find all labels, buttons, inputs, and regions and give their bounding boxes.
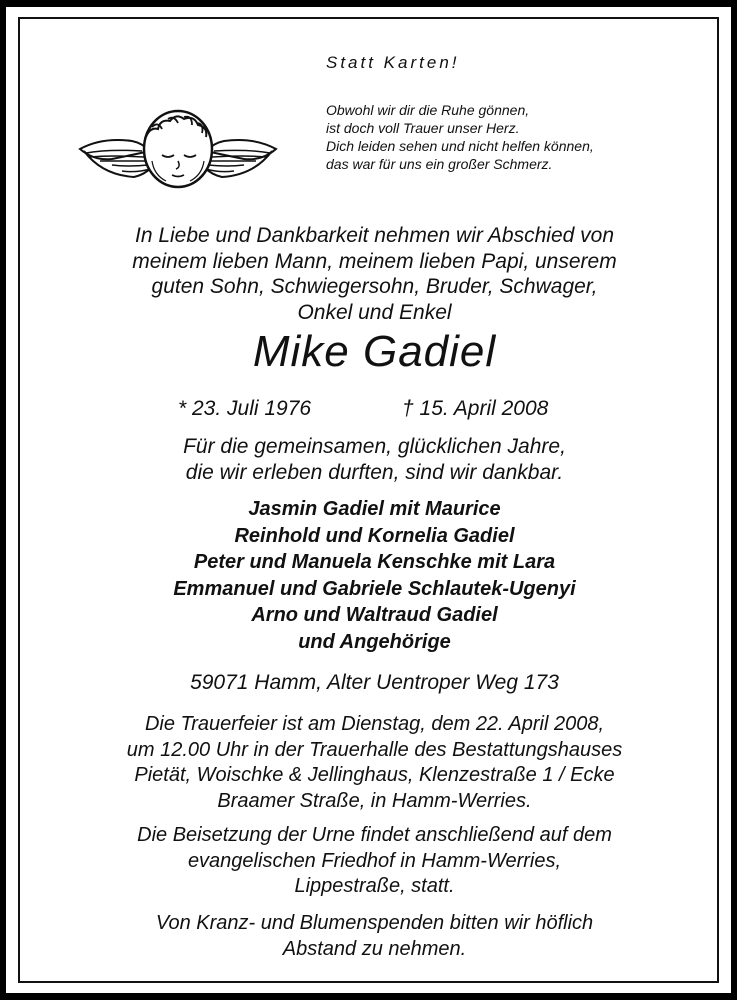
farewell-intro (6, 223, 737, 325)
mourner-entry: Peter und Manuela Kenschke mit Lara (193, 551, 556, 573)
thanks-line: Für die gemeinsamen, glücklichen Jahre, (183, 435, 566, 458)
intro-line: In Liebe und Dankbarkeit nehmen wir Abschied von (134, 224, 614, 247)
deceased-name: Mike Gadiel (252, 327, 497, 376)
mourner-entry: und Angehörige (298, 630, 451, 653)
flower-donation-note (6, 911, 737, 962)
obituary-content (6, 7, 731, 993)
burial-line: Lippestraße, statt. (294, 875, 455, 897)
intro-line: Onkel und Enkel (297, 300, 452, 324)
ceremony-line: Pietät, Woischke & Jellinghaus, Klenzestraße 1 / Ecke (134, 764, 615, 786)
intro-line: guten Sohn, Schwiegersohn, Bruder, Schwager, (151, 275, 598, 298)
poem-verse (326, 101, 706, 173)
angel-icon (72, 97, 284, 207)
urn-burial-info (6, 823, 737, 900)
ceremony-line: Braamer Straße, in Hamm-Werries. (217, 789, 532, 812)
thanks-line: die wir erleben durften, sind wir dankbar. (185, 460, 564, 484)
flowers-line: Abstand zu nehmen. (282, 937, 467, 960)
poem-line: ist doch voll Trauer unser Herz. (326, 120, 520, 136)
mourner-entry: Arno und Waltraud Gadiel (251, 604, 498, 626)
obituary-card (6, 7, 731, 993)
poem-line: Dich leiden sehen und nicht helfen können, (326, 138, 594, 154)
ceremony-line: um 12.00 Uhr in der Trauerhalle des Bestattungshauses (126, 738, 623, 761)
statt-karten-heading: Statt Karten! (326, 53, 460, 72)
birth-date: * 23. Juli 1976 (178, 397, 312, 420)
burial-line: evangelischen Friedhof in Hamm-Werries, (187, 849, 562, 872)
ceremony-line: Die Trauerfeier ist am Dienstag, dem 22. April 2008, (144, 713, 605, 735)
intro-line: meinem lieben Mann, meinem lieben Papi, unserem (132, 249, 617, 273)
thanks-text (6, 434, 737, 485)
funeral-ceremony-info (6, 712, 737, 814)
death-date: † 15. April 2008 (402, 397, 549, 420)
mourner-entry: Emmanuel und Gabriele Schlautek-Ugenyi (173, 577, 576, 600)
family-address: 59071 Hamm, Alter Uentroper Weg 173 (190, 671, 559, 694)
burial-line: Die Beisetzung der Urne findet anschließend auf dem (137, 824, 612, 846)
flowers-line: Von Kranz- und Blumenspenden bitten wir höflich (155, 912, 594, 934)
poem-line: das war für uns ein großer Schmerz. (326, 156, 553, 172)
mourner-entry: Jasmin Gadiel mit Maurice (248, 498, 501, 520)
poem-line: Obwohl wir dir die Ruhe gönnen, (326, 102, 530, 118)
mourner-entry: Reinhold und Kornelia Gadiel (234, 524, 515, 547)
mourners-list (6, 496, 737, 655)
